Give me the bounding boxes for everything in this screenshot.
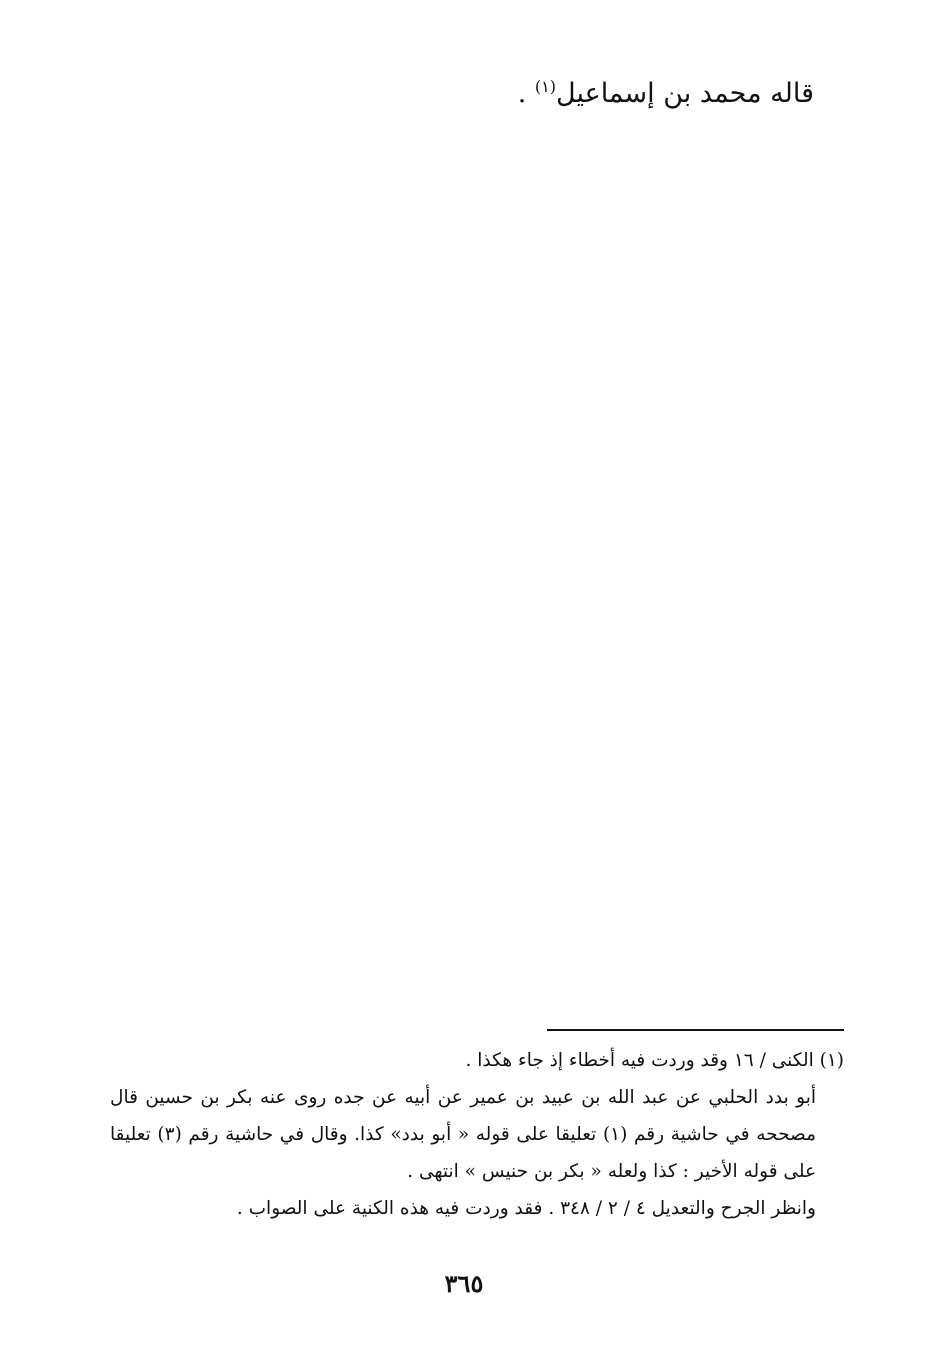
footnote-line-2: أبو بدد الحلبي عن عبد الله بن عبيد بن عمير عن أبيه عن جده روى عنه بكر بن حسين قال <box>110 1087 816 1108</box>
main-text-line <box>254 72 814 116</box>
footnote-separator <box>547 1029 844 1031</box>
main-text: قاله محمد بن إسماعيل <box>556 78 814 109</box>
footnote-reference: (١) <box>534 77 556 96</box>
footnote-line-4: على قوله الأخير : كذا ولعله « بكر بن حنيس » انتهى . <box>407 1161 816 1182</box>
footnote-line-3: مصححه في حاشية رقم (١) تعليقا على قوله « أبو بدد» كذا. وقال في حاشية رقم (٣) تعليقا <box>110 1124 816 1145</box>
main-end-mark: . <box>517 78 535 109</box>
footnote-line-5: وانظر الجرح والتعديل ٤ / ٢ / ٣٤٨ . فقد وردت فيه هذه الكنية على الصواب . <box>236 1198 816 1219</box>
footnote-line-1: (١) الكنى / ١٦ وقد وردت فيه أخطاء إذ جاء هكذا . <box>465 1050 844 1071</box>
footnotes-block <box>110 1042 844 1227</box>
page-number: ٣٦٥ <box>444 1269 484 1298</box>
